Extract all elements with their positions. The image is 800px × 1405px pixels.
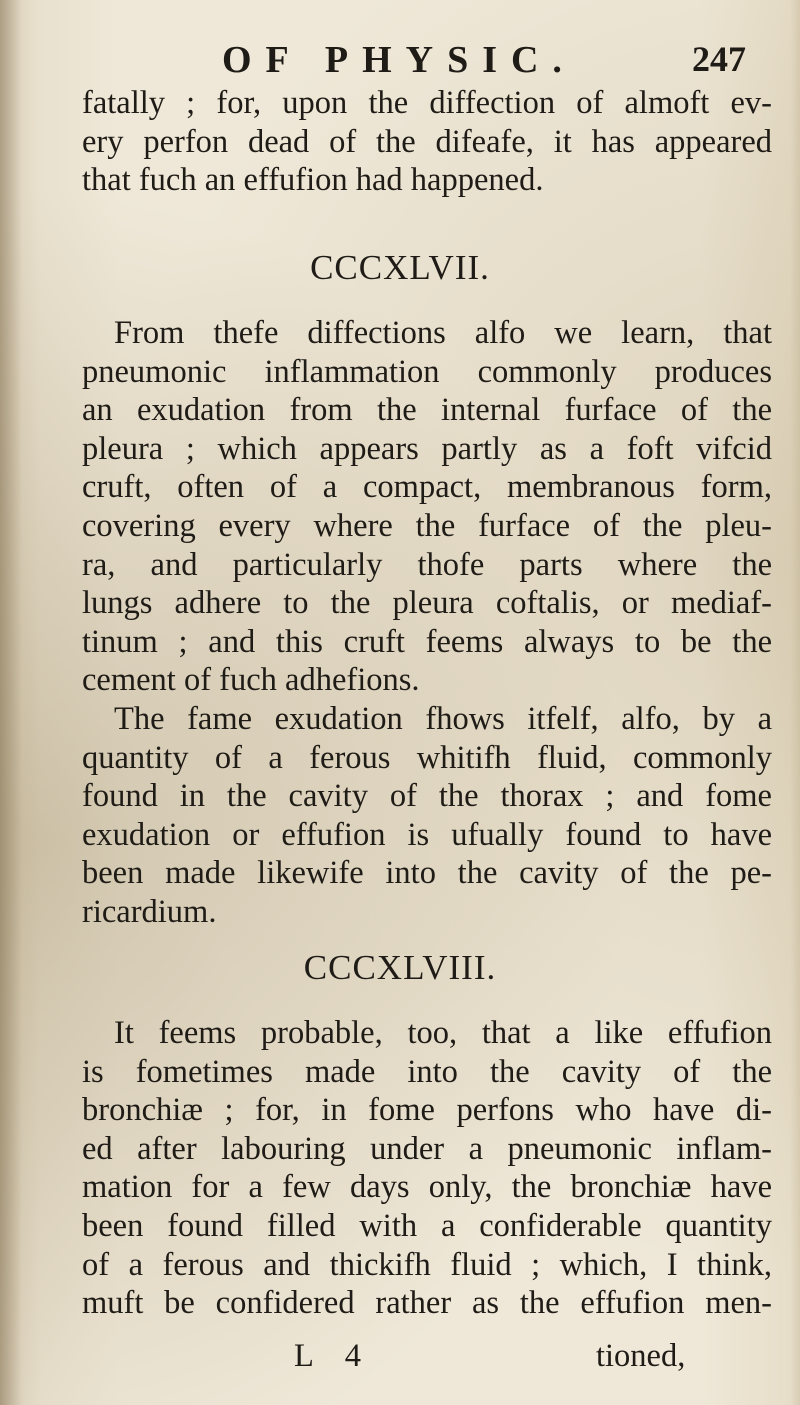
text-line: that fuch an effufion had happened.: [82, 162, 544, 199]
text-line: is fometimes made into the cavity of the: [82, 1053, 772, 1090]
text-line: It feems probable, too, that a like effufion: [114, 1015, 772, 1051]
text-line: tinum ; and this cruft feems always to be the: [82, 623, 772, 660]
text-line: an exudation from the internal furface of the: [82, 392, 772, 429]
text-line: lungs adhere to the pleura coftalis, or mediaf-: [82, 585, 772, 622]
text-line: of a ferous and thickifh fluid ; which, I think,: [82, 1246, 772, 1283]
text-line: exudation or effufion is ufually found to have: [82, 816, 772, 853]
text-line: ed after labouring under a pneumonic inflam-: [82, 1130, 772, 1167]
text-line: The fame exudation fhows itfelf, alfo, by a: [114, 700, 772, 737]
text-line: found in the cavity of the thorax ; and fome: [82, 778, 772, 815]
catchword: tioned,: [596, 1338, 686, 1374]
text-line: cruft, often of a compact, membranous form,: [82, 469, 772, 506]
running-head: OF PHYSIC.: [222, 39, 576, 81]
text-line: pneumonic inflammation commonly produces: [82, 353, 772, 390]
section-cccxlvii-text: [82, 314, 772, 932]
section-heading-cccxlvii: CCCXLVII.: [310, 248, 490, 287]
text-line: ricardium.: [82, 893, 217, 930]
text-line: ery perfon dead of the difeafe, it has appeared: [82, 123, 772, 160]
text-line: been found filled with a confiderable quantity: [82, 1207, 772, 1244]
text-line: fatally ; for, upon the diffection of almoft ev-: [82, 85, 772, 121]
text-line: covering every where the furface of the pleu-: [82, 507, 772, 544]
text-line: been made likewife into the cavity of the pe-: [82, 855, 772, 892]
text-line: bronchiæ ; for, in fome perfons who have di-: [82, 1092, 772, 1129]
gutter-shadow: [0, 0, 22, 1405]
text-line: From thefe diffections alfo we learn, that: [114, 315, 772, 351]
text-line: quantity of a ferous whitifh fluid, commonly: [82, 739, 772, 776]
page-header: [0, 38, 800, 88]
text-line: muft be confidered rather as the effufion men-: [82, 1285, 772, 1322]
text-line: cement of fuch adhefions.: [82, 662, 420, 699]
continuation-paragraph: [82, 84, 772, 200]
section-heading-cccxlviii: CCCXLVIII.: [303, 948, 497, 987]
text-line: pleura ; which appears partly as a foft vifcid: [82, 430, 772, 467]
text-line: ra, and particularly thofe parts where the: [82, 546, 772, 583]
text-line: mation for a few days only, the bronchiæ have: [82, 1169, 772, 1206]
section-cccxlviii-text: [82, 1014, 772, 1323]
signature-mark: L 4: [294, 1338, 374, 1374]
page-number: 247: [692, 39, 746, 79]
page-footer: [0, 1338, 800, 1382]
